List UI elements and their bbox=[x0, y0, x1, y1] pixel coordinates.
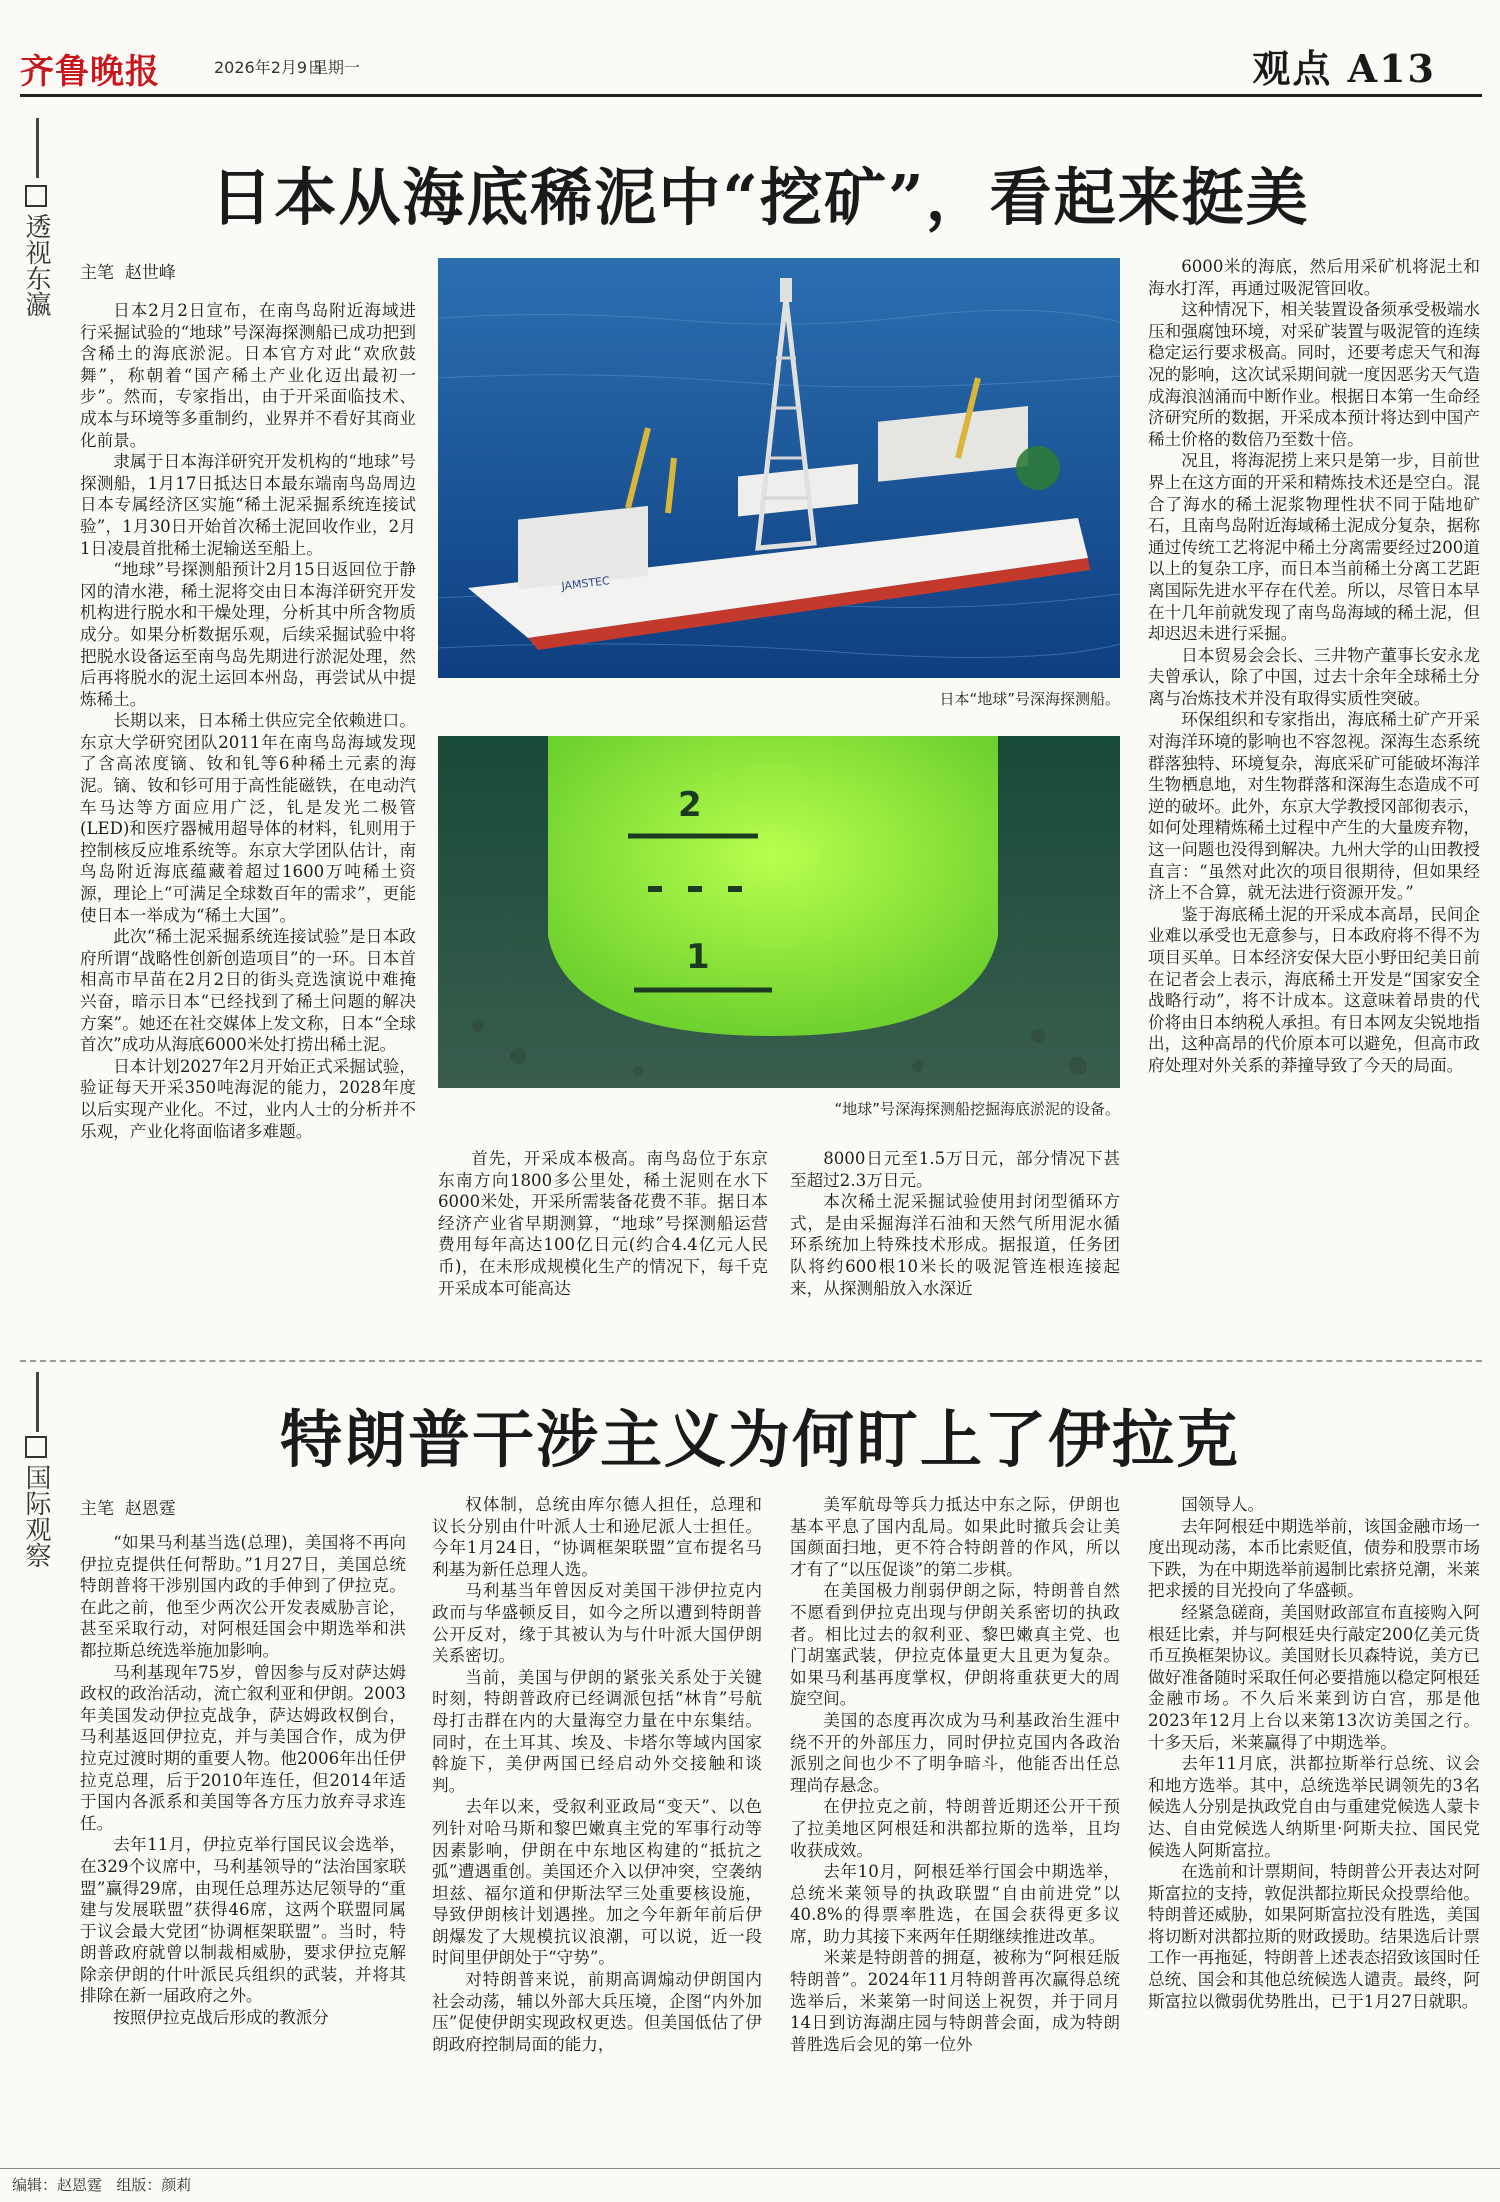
article1-col2-paragraphs bbox=[438, 1148, 768, 1299]
article1-column-label bbox=[22, 185, 52, 317]
byline-label: 主笔 bbox=[80, 1499, 114, 1519]
paragraph: 这种情况下，相关装置设备须承受极端水压和强腐蚀环境，对采矿装置与吸泥管的连续稳定运行要求极高。同时，还要考虑天气和海况的影响，这次试采期间就一度因恶劣天气造成海浪汹涌而中断作业。根据日本第一生命经济研究所的数据，开采成本预计将达到中国产稀土价格的数倍乃至数十倍。 bbox=[1148, 300, 1480, 449]
article2-byline bbox=[80, 1494, 176, 1519]
article1-column-2 bbox=[438, 1148, 768, 1312]
equipment-mark-2: 2 bbox=[678, 785, 702, 825]
issue-date: 2026年2月9日 bbox=[214, 58, 324, 77]
equipment-photo bbox=[438, 736, 1120, 1088]
article2-column-text: 国际观察 bbox=[21, 1464, 51, 1568]
ship-photo bbox=[438, 258, 1120, 678]
paragraph: 美军航母等兵力抵达中东之际，伊朗也基本平息了国内乱局。如果此时撤兵会让美国颜面扫地，更不符合特朗普的作风，所以才有了“以压促谈”的第二步棋。 bbox=[790, 1495, 1120, 1579]
paragraph: 6000米的海底，然后用采矿机将泥土和海水打浑，再通过吸泥管回收。 bbox=[1148, 257, 1480, 298]
paragraph: 日本2月2日宣布，在南鸟岛附近海域进行采掘试验的“地球”号深海探测船已成功把到含稀土的海底淤泥。日本官方对此“欢欣鼓舞”，称朝着“国产稀土产业化迈出最初一步”。然而，专家指出，由于开采面临技术、成本与环境等多重制约，业界并不看好其商业化前景。 bbox=[80, 301, 416, 450]
paragraph: 鉴于海底稀土泥的开采成本高昂，民间企业难以承受也无意参与，日本政府将不得不为项目买单。日本经济安保大臣小野田纪美日前在记者会上表示，海底稀土开发是“国家安全战略行动”，将不计成本。这意味着昂贵的代价将由日本纳税人承担。有日本网友尖锐地指出，这种高昂的代价原本可以避免，但高市政府处理对外关系的莽撞导致了今天的局面。 bbox=[1148, 904, 1480, 1075]
article1-col3-paragraphs bbox=[790, 1148, 1120, 1299]
paragraph: 当前，美国与伊朗的紧张关系处于关键时刻，特朗普政府已经调派包括“林肯”号航母打击群在内的大量海空力量在中东集结。同时，在土耳其、埃及、卡塔尔等域内国家斡旋下，美伊两国已经启动外交接触和谈判。 bbox=[432, 1667, 762, 1795]
equipment-photo-image bbox=[438, 736, 1120, 1088]
paragraph: 去年11月，伊拉克举行国民议会选举，在329个议席中，马利基领导的“法治国家联盟”赢得29席，由现任总理苏达尼领导的“重建与发展联盟”获得46席，这两个联盟同属于议会最大党团“协调框架联盟”。当时，特朗普政府就曾以制裁相威胁，要求伊拉克解除亲伊朗的什叶派民兵组织的武装，并将其排除在新一届政府之外。 bbox=[80, 1835, 406, 2006]
article2-column-4 bbox=[1148, 1494, 1480, 2160]
paragraph: 长期以来，日本稀土供应完全依赖进口。东京大学研究团队2011年在南鸟岛海域发现了含高浓度镝、钕和钆等6种稀土元素的海泥。镝、钕和钐可用于高性能磁铁，在电动汽车马达等方面应用广泛，钆是发光二极管(LED)和医疗器械用超导体的材料，钆则用于控制核反应堆系统等。东京大学团队估计，南鸟岛附近海底蕴藏着超过1600万吨稀土资源，理论上“可满足全球数百年的需求”，更能使日本一举成为“稀土大国”。 bbox=[80, 711, 416, 925]
paragraph: 马利基当年曾因反对美国干涉伊拉克内政而与华盛顿反目，如今之所以遭到特朗普公开反对，缘于其被认为与什叶派大国伊朗关系密切。 bbox=[432, 1581, 762, 1666]
paragraph: 对特朗普来说，前期高调煽动伊朗国内社会动荡，辅以外部大兵压境，企图“内外加压”促使伊朗实现政权更迭。但美国低估了伊朗政府控制局面的能力， bbox=[432, 1970, 762, 2054]
paragraph: 8000日元至1.5万日元，部分情况下甚至超过2.3万日元。 bbox=[790, 1149, 1120, 1190]
paragraph: 去年10月，阿根廷举行国会中期选举，总统米莱领导的执政联盟“自由前进党”以40.8%的得票率胜选，在国会获得更多议席，助力其接下来两年任期继续推进改革。 bbox=[790, 1862, 1120, 1946]
paragraph: 在伊拉克之前，特朗普近期还公开干预了拉美地区阿根廷和洪都拉斯的选举，且均收获成效。 bbox=[790, 1797, 1120, 1860]
ship-hull-label: JAMSTEC bbox=[560, 574, 611, 593]
paragraph: 去年阿根廷中期选举前，该国金融市场一度出现动荡，本币比索贬值，债券和股票市场下跌，为在中期选举前遏制比索挤兑潮，米莱把求援的目光投向了华盛顿。 bbox=[1148, 1516, 1480, 1601]
article2-col2-paragraphs bbox=[432, 1494, 762, 2055]
equipment-mark-1: 1 bbox=[686, 937, 710, 977]
byline-author: 赵恩霆 bbox=[124, 1499, 176, 1519]
paragraph: 此次“稀土泥采掘系统连接试验”是日本政府所谓“战略性创新创造项目”的一环。日本首相高市早苗在2月2日的街头竞选演说中难掩兴奋，暗示日本“已经找到了稀土问题的解决方案”。她还在社交媒体上发文称，日本“全球首次”成功从海底6000米处打捞出稀土泥。 bbox=[80, 927, 416, 1055]
paragraph: 在美国极力削弱伊朗之际，特朗普自然不愿看到伊拉克出现与伊朗关系密切的执政者。相比过去的叙利亚、黎巴嫩真主党、也门胡塞武装，伊拉克体量更大且更为复杂。如果马利基再度掌权，伊朗将重获更大的周旋空间。 bbox=[790, 1581, 1120, 1709]
newspaper-logo: 齐鲁晚报 bbox=[20, 52, 160, 92]
paragraph: 况且，将海泥捞上来只是第一步，目前世界上在这方面的开采和精炼技术还是空白。混合了海水的稀土泥浆物理性状不同于陆地矿石，且南鸟岛附近海域稀土泥成分复杂，据称通过传统工艺将泥中稀土分离需要经过200道以上的复杂工序，而日本当前稀土分离工艺距离国际先进水平存在代差。所以，尽管日本早在十几年前就发现了南鸟岛海域的稀土泥，但却迟迟未进行采掘。 bbox=[1148, 451, 1480, 644]
ship-photo-image bbox=[438, 258, 1120, 678]
column-box-icon bbox=[25, 1436, 47, 1458]
article1-column-3 bbox=[790, 1148, 1120, 1312]
article1-headline: 日本从海底稀泥中“挖矿”，看起来挺美 bbox=[210, 161, 1310, 234]
section-page-label: 观点 A13 bbox=[1252, 46, 1436, 91]
footer-credits bbox=[12, 2174, 191, 2195]
paragraph: 去年11月底，洪都拉斯举行总统、议会和地方选举。其中，总统选举民调领先的3名候选人分别是执政党自由与重建党候选人蒙卡达、自由党候选人纳斯里·阿斯夫拉、国民党候选人阿斯富拉。 bbox=[1148, 1754, 1480, 1860]
paragraph: 首先，开采成本极高。南鸟岛位于东京东南方向1800多公里处，稀土泥则在水下6000米处，开采所需装备花费不菲。据日本经济产业省早期测算，“地球”号探测船运营费用每年高达100亿日元(约合4.4亿元人民币)，在未形成规模化生产的情况下，每千克开采成本可能高达 bbox=[438, 1149, 768, 1298]
paragraph: 去年以来，受叙利亚政局“变天”、以色列针对哈马斯和黎巴嫩真主党的军事行动等因素影响，伊朗在中东地区构建的“抵抗之弧”遭遇重创。美国还介入以伊冲突，空袭纳坦兹、福尔道和伊斯法罕三处重要核设施，导致伊朗核计划遇挫。加之今年新年前后伊朗爆发了大规模抗议浪潮，可以说，近一段时间里伊朗处于“守势”。 bbox=[432, 1797, 762, 1968]
article-separator bbox=[20, 1360, 1482, 1362]
article2-col1-paragraphs bbox=[80, 1532, 406, 2029]
paragraph: 权体制，总统由库尔德人担任，总理和议长分别由什叶派人士和逊尼派人士担任。今年1月24日，“协调框架联盟”宣布提名马利基为新任总理人选。 bbox=[432, 1495, 762, 1579]
article1-column-1 bbox=[80, 300, 416, 1312]
article2-column-2 bbox=[432, 1494, 762, 2160]
footer-designer: 组版：颜莉 bbox=[116, 2176, 192, 2194]
article1-col4-paragraphs bbox=[1148, 256, 1480, 1077]
article2-column-1 bbox=[80, 1532, 406, 2160]
article1-byline bbox=[80, 258, 176, 283]
paragraph: “如果马利基当选(总理)，美国将不再向伊拉克提供任何帮助。”1月27日，美国总统特朗普将干涉别国内政的手伸到了伊拉克。在此之前，他至少两次公开发表威胁言论，甚至采取行动，对阿根廷国会中期选举和洪都拉斯总统选举施加影响。 bbox=[80, 1533, 406, 1660]
header-rule bbox=[20, 94, 1482, 97]
paragraph: 在选前和计票期间，特朗普公开表达对阿斯富拉的支持，敦促洪都拉斯民众投票给他。特朗普还威胁，如果阿斯富拉没有胜选，美国将切断对洪都拉斯的财政援助。结果选后计票工作一再拖延，特朗普上述表态招致该国时任总统、国会和其他总统候选人谴责。最终，阿斯富拉以微弱优势胜出，已于1月27日就职。 bbox=[1148, 1862, 1480, 2011]
article2-headline: 特朗普干涉主义为何盯上了伊拉克 bbox=[279, 1403, 1240, 1476]
paragraph: “地球”号探测船预计2月15日返回位于静冈的清水港，稀土泥将交由日本海洋研究开发机构进行脱水和干燥处理，分析其中所含物质成分。如果分析数据乐观，后续采掘试验中将把脱水设备运至南鸟岛先期进行淤泥处理，然后再将脱水的泥土运回本州岛，再尝试从中提炼稀土。 bbox=[80, 560, 416, 709]
footer-rule bbox=[0, 2168, 1500, 2169]
paragraph: 经紧急磋商，美国财政部宣布直接购入阿根廷比索，并与阿根廷央行敲定200亿美元货币互换框架协议。美国财长贝森特说，美方已做好准备随时采取任何必要措施以稳定阿根廷金融市场。不久后米莱到访白宫，那是他2023年12月上台以来第13次访美国之行。十多天后，米莱赢得了中期选举。 bbox=[1148, 1602, 1480, 1752]
article1-column-4 bbox=[1148, 256, 1480, 1312]
article1-column-text: 透视东瀛 bbox=[21, 213, 51, 317]
photo1-caption: 日本“地球”号深海探测船。 bbox=[939, 690, 1120, 708]
byline-author: 赵世峰 bbox=[124, 263, 176, 283]
paragraph: 日本贸易会会长、三井物产董事长安永龙夫曾承认，除了中国，过去十余年全球稀土分离与冶炼技术并没有取得实质性突破。 bbox=[1148, 645, 1480, 708]
paragraph: 国领导人。 bbox=[1181, 1495, 1265, 1514]
paragraph: 马利基现年75岁，曾因参与反对萨达姆政权的政治活动，流亡叙利亚和伊朗。2003年美国发动伊拉克战争，萨达姆政权倒台，马利基返回伊拉克，并与美国合作，成为伊拉克过渡时期的重要人物。他2006年出任伊拉克总理，后于2010年连任，但2014年适于国内各派系和美国等各方压力放弃寻求连任。 bbox=[80, 1662, 406, 1833]
column-box-icon bbox=[25, 185, 47, 207]
paragraph: 日本计划2027年2月开始正式采掘试验，验证每天开采350吨海泥的能力，2028年度以后实现产业化。不过，业内人士的分析并不乐观，产业化将面临诸多难题。 bbox=[80, 1056, 416, 1141]
photo2-caption: “地球”号深海探测船挖掘海底淤泥的设备。 bbox=[834, 1100, 1120, 1118]
article2-column-3 bbox=[790, 1494, 1120, 2160]
article1-col1-paragraphs bbox=[80, 300, 416, 1142]
article2-column-label bbox=[22, 1436, 52, 1568]
article2-col4-paragraphs bbox=[1148, 1494, 1480, 2012]
paragraph: 隶属于日本海洋研究开发机构的“地球”号探测船，1月17日抵达日本最东端南鸟岛周边日本专属经济区实施“稀土泥采掘系统连接试验”，1月30日开始首次稀土泥回收作业，2月1日凌晨首批稀土泥输送至船上。 bbox=[80, 452, 416, 558]
paragraph: 米莱是特朗普的拥趸，被称为“阿根廷版特朗普”。2024年11月特朗普再次赢得总统选举后，米莱第一时间送上祝贺，并于同月14日到访海湖庄园与特朗普会面，成为特朗普胜选后会见的第一位外 bbox=[790, 1948, 1120, 2054]
byline-label: 主笔 bbox=[80, 263, 114, 283]
paragraph: 美国的态度再次成为马利基政治生涯中绕不开的外部压力，同时伊拉克国内各政治派别之间也少不了明争暗斗，他能否出任总理尚存悬念。 bbox=[790, 1710, 1120, 1795]
article2-col3-paragraphs bbox=[790, 1494, 1120, 2055]
paragraph: 本次稀土泥采掘试验使用封闭型循环方式，是由采掘海洋石油和天然气所用泥水循环系统加上特殊技术形成。据报道，任务团队将约600根10米长的吸泥管连根连接起来，从探测船放入水深近 bbox=[790, 1192, 1120, 1298]
paragraph: 环保组织和专家指出，海底稀土矿产开采对海洋环境的影响也不容忽视。深海生态系统群落独特、环境复杂，海底采矿可能破坏海洋生物栖息地，对生物群落和深海生态造成不可逆的破坏。此外，东京大学教授冈部彻表示，如何处理精炼稀土过程中产生的大量废弃物，这一问题也没得到解决。九州大学的山田教授直言：“虽然对此次的项目很期待，但如果经济上不合算，就无法进行资源开发。” bbox=[1148, 710, 1480, 903]
article2-side-rule bbox=[36, 1372, 39, 1432]
article1-side-rule bbox=[36, 118, 39, 178]
issue-weekday: 星期一 bbox=[312, 58, 361, 77]
footer-editor: 编辑：赵恩霆 bbox=[12, 2176, 103, 2194]
paragraph: 按照伊拉克战后形成的教派分 bbox=[113, 2008, 329, 2028]
